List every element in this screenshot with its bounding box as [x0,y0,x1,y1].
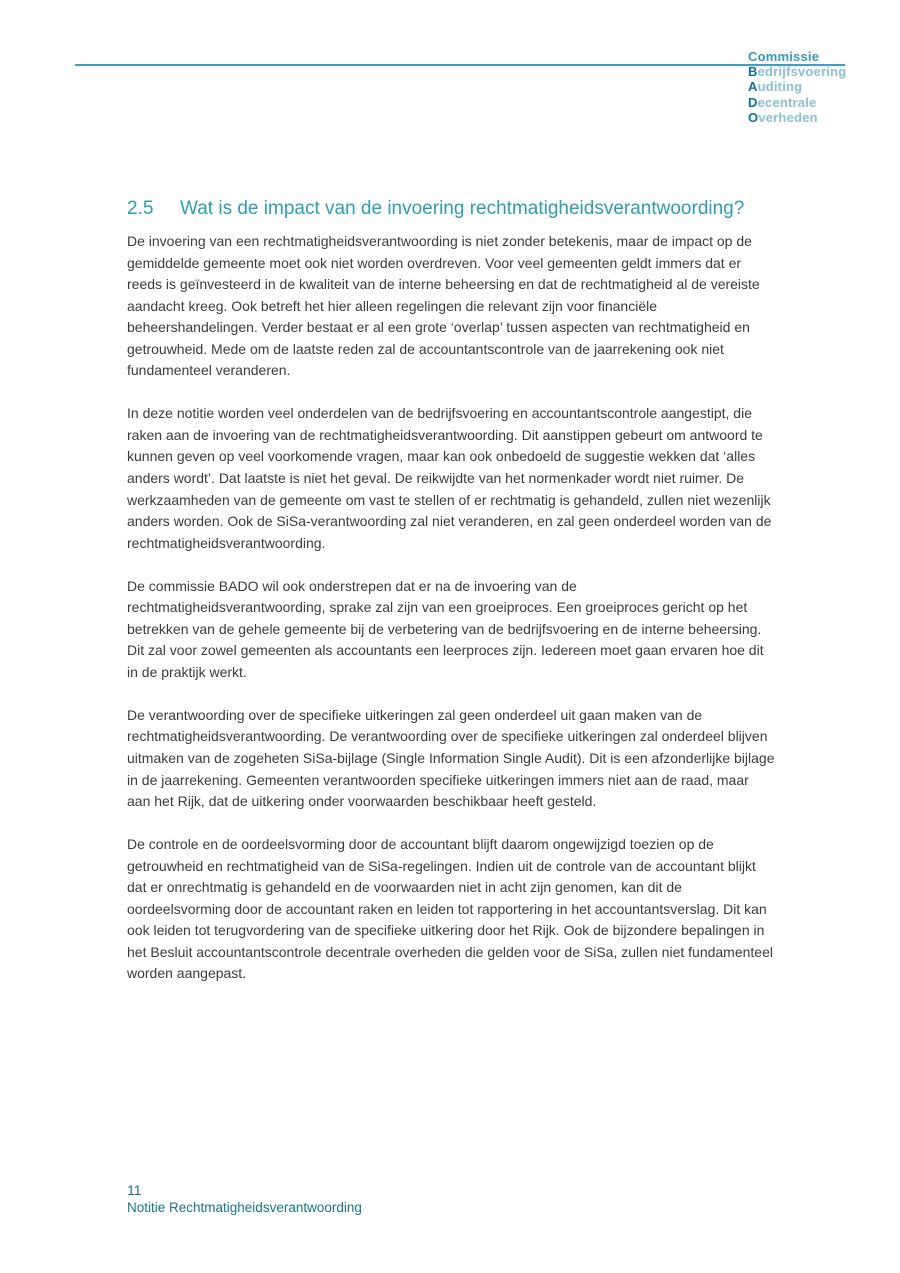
header-rule [75,64,845,66]
logo-word-initial: A [748,79,758,95]
logo-word [748,64,846,79]
section-number: 2.5 [127,198,154,219]
paragraph: De verantwoording over de specifieke uitkeringen zal geen onderdeel uit gaan maken van de rechtmatigheidsverantwoording. De verantwoording over de specifieke uitkeringen zal onderdeel blijven uitmaken van de zogeheten SiSa-bijlage (Single Information Single Audit). Dit is een afzonderlijke bijlage in de jaarrekening. Gemeenten verantwoorden specifieke uitkeringen immers niet aan de raad, maar aan het Rijk, dat de uitkering onder voorwaarden beschikbaar heeft gesteld. [127,706,775,810]
section-title: Wat is de impact van de invoering rechtmatigheidsverantwoording? [180,198,745,219]
logo-commissie: Commissie [748,49,820,64]
paragraph: In deze notitie worden veel onderdelen van de bedrijfsvoering en accountantscontrole aangestipt, die raken aan de invoering van de rechtmatigheidsverantwoording. Dit aanstippen gebeurt om antwoord te kunnen geven op veel voorkomende vragen, maar kan ook onbedoeld de suggestie wekken dat ‘alles anders wordt’. Dat laatste is niet het geval. De reikwijdte van het normenkader wordt niet ruimer. De werkzaamheden van de gemeente om vast te stellen of er rechtmatig is gehandeld, zullen niet wezenlijk anders worden. Ook de SiSa-verantwoording zal niet veranderen, en zal geen onderdeel worden van de rechtmatigheidsverantwoording. [127,405,772,551]
logo-word-rest: ecentrale [757,94,817,110]
logo-word-initial: D [748,94,758,110]
section-heading [127,196,775,222]
main-text-block [127,196,775,985]
paragraph-list [127,231,775,985]
logo-word [748,110,846,125]
paragraph: De commissie BADO wil ook onderstrepen dat er na de invoering van de rechtmatigheidsverantwoording, sprake zal zijn van een groeiproces. Een groeiproces gericht op het betrekken van de gehele gemeente bij de verbetering van de bedrijfsvoering en de interne beheersing. Dit zal voor zowel gemeenten als accountants een leerproces zijn. Iedereen moet gaan ervaren hoe dit in de praktijk werkt. [127,577,764,680]
footer-doc-title: Notitie Rechtmatigheidsverantwoording [127,1200,362,1215]
page-footer [127,1181,362,1217]
page-number: 11 [127,1182,142,1198]
logo-word-rest: uditing [757,79,803,95]
paragraph: De controle en de oordeelsvorming door de accountant blijft daarom ongewijzigd toezien op de getrouwheid en rechtmatigheid van de SiSa-regelingen. Indien uit de controle van de accountant blijkt dat er onrechtmatig is gehandeld en de voorwaarden niet in acht zijn genomen, kan dit de oordeelsvorming door de accountant raken en leiden tot rapportering in het accountantsverslag. Dit kan ook leiden tot terugvordering van de specifieke uitkering door het Rijk. Ook de bijzondere bepalingen in het Besluit accountantscontrole decentrale overheden die gelden voor de SiSa, zullen niet fundamenteel worden aangepast. [127,836,773,982]
bado-logo [748,49,846,125]
paragraph: De invoering van een rechtmatigheidsverantwoording is niet zonder betekenis, maar de impact op de gemiddelde gemeente moet ook niet worden overdreven. Voor veel gemeenten geldt immers dat er reeds is geïnvesteerd in de kwaliteit van de interne beheersing en dat de rechtmatigheid al de vereiste aandacht kreeg. Ook betreft het hier alleen regelingen die relevant zijn voor financiële beheershandelingen. Verder bestaat er al een grote ‘overlap’ tussen aspecten van rechtmatigheid en getrouwheid. Mede om de laatste reden zal de accountantscontrole van de jaarrekening ook niet fundamenteel veranderen. [127,233,760,379]
logo-word [748,95,846,110]
logo-word-initial: O [748,109,759,125]
logo-word-rest: edrijfsvoering [757,64,847,80]
logo-word [748,79,846,94]
logo-word-rest: verheden [758,109,818,125]
logo-word-initial: B [748,64,758,80]
logo-word-list [748,64,846,125]
